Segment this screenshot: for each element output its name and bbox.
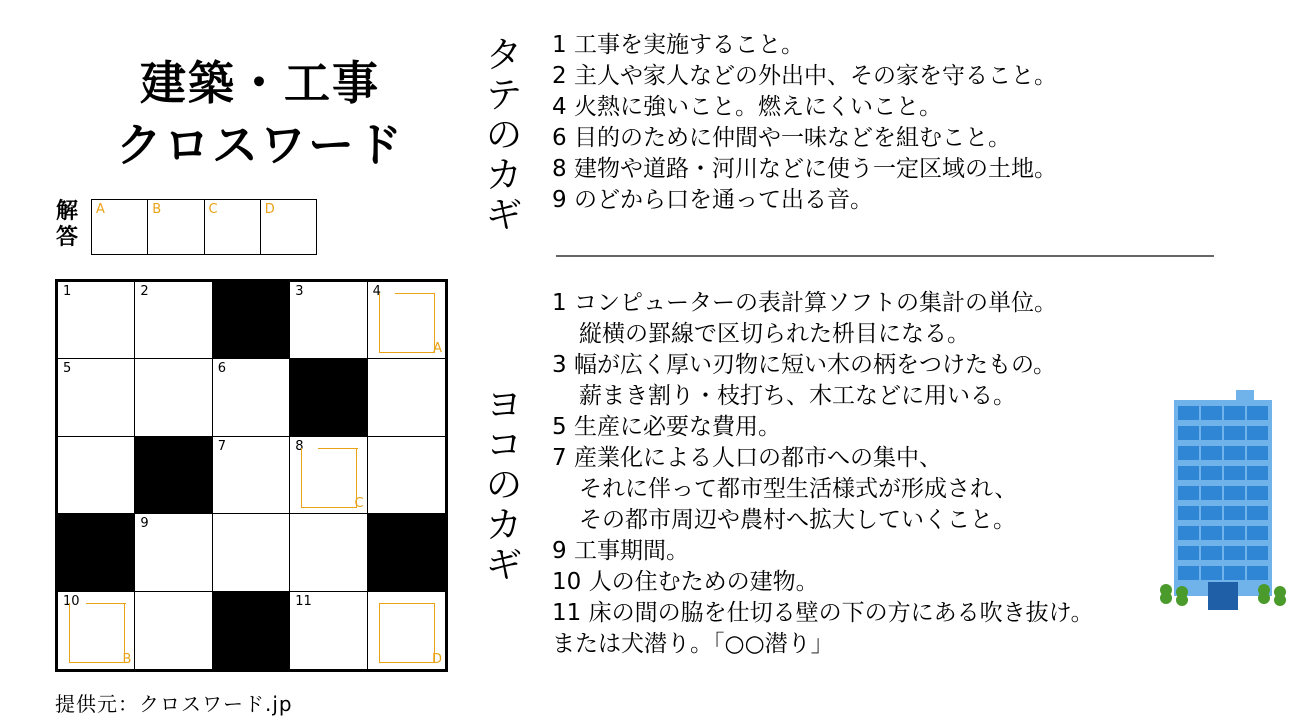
- clue-item: [552, 536, 1094, 567]
- building-window: [1224, 546, 1245, 560]
- clue-item: [552, 30, 1057, 61]
- building-window: [1178, 546, 1199, 560]
- building-roof-unit: [1236, 390, 1254, 400]
- clue-number: 2: [140, 284, 149, 299]
- crossword-grid: [55, 279, 448, 672]
- building-illustration: [1156, 386, 1290, 612]
- clue-item: [552, 567, 1094, 598]
- clue-text: 4 火熱に強いこと。燃えにくいこと。: [552, 94, 942, 120]
- clue-text: 7 産業化による人口の都市への集中、: [552, 445, 942, 471]
- answer-marker: [69, 603, 125, 663]
- grid-cell[interactable]: [135, 592, 212, 669]
- answer-marker: [379, 293, 435, 353]
- clue-item: [552, 629, 1094, 660]
- answer-label: [56, 199, 86, 251]
- clue-text: 10 人の住むための建物。: [552, 569, 819, 595]
- clue-item: [552, 350, 1094, 412]
- building-window: [1201, 446, 1222, 460]
- grid-cell[interactable]: [135, 282, 212, 359]
- grid-cell-black: [290, 359, 367, 436]
- answer-marker: [379, 603, 435, 663]
- grid-cell[interactable]: [290, 514, 367, 591]
- clue-item: [552, 598, 1094, 629]
- clue-text: 9 のどから口を通って出る音。: [552, 187, 873, 213]
- building-window: [1247, 546, 1268, 560]
- heading-char: ヨ: [485, 385, 522, 426]
- puzzle-title-line1: 建築・工事: [140, 56, 380, 110]
- grid-cell[interactable]: [213, 359, 290, 436]
- heading-char: テ: [485, 75, 522, 116]
- building-window: [1224, 526, 1245, 540]
- puzzle-title-line2: クロスワード: [116, 118, 404, 172]
- grid-cell[interactable]: [290, 592, 367, 669]
- clue-item: [552, 154, 1057, 185]
- clue-number: 11: [295, 593, 312, 609]
- building-window: [1201, 406, 1222, 420]
- clue-number: 4: [372, 284, 381, 299]
- credit-text: 提供元：クロスワード.jp: [55, 692, 293, 716]
- clue-text: 9 工事期間。: [552, 538, 689, 564]
- building-window: [1247, 466, 1268, 480]
- heading-char: の: [485, 115, 522, 156]
- building-window: [1247, 506, 1268, 520]
- clue-text: 2 主人や家人などの外出中、その家を守ること。: [552, 63, 1057, 89]
- building-window: [1178, 446, 1199, 460]
- building-window: [1201, 526, 1222, 540]
- tate-clues-heading: [484, 36, 524, 236]
- grid-cell[interactable]: [368, 359, 445, 436]
- answer-marker: [301, 448, 357, 508]
- building-window: [1201, 566, 1222, 580]
- building-door: [1208, 582, 1238, 610]
- answer-cell-c[interactable]: [204, 200, 260, 254]
- clue-text: 1 工事を実施すること。: [552, 32, 804, 58]
- answer-box: [91, 199, 317, 255]
- clue-continuation: 縦横の罫線で区切られた枡目になる。: [579, 321, 970, 347]
- grid-cell-black: [135, 437, 212, 514]
- building-window: [1224, 406, 1245, 420]
- heading-char: タ: [485, 35, 522, 76]
- clue-text: 6 目的のために仲間や一味などを組むこと。: [552, 125, 1011, 151]
- building-window: [1201, 426, 1222, 440]
- clue-number: 10: [63, 593, 80, 609]
- building-window: [1247, 406, 1268, 420]
- building-window: [1178, 526, 1199, 540]
- clue-item: [552, 92, 1057, 123]
- building-window: [1247, 566, 1268, 580]
- answer-cell-b[interactable]: [147, 200, 203, 254]
- clue-number: 7: [217, 438, 227, 454]
- clue-item: [552, 288, 1094, 350]
- clue-number: 9: [140, 516, 149, 532]
- clue-continuation: 薪まき割り・枝打ち、木工などに用いる。: [579, 383, 1016, 409]
- grid-cell-black: [213, 282, 290, 359]
- section-divider: [556, 255, 1214, 257]
- building-window: [1178, 566, 1199, 580]
- grid-cell[interactable]: [368, 592, 445, 669]
- heading-char: ギ: [485, 545, 522, 586]
- building-window: [1224, 446, 1245, 460]
- building-window: [1201, 486, 1222, 500]
- clue-number: 1: [63, 284, 72, 299]
- clue-number: 5: [63, 361, 72, 377]
- building-window: [1224, 486, 1245, 500]
- answer-cell-d[interactable]: [260, 200, 316, 254]
- building-window: [1178, 486, 1199, 500]
- grid-cell-black: [58, 514, 135, 591]
- building-window: [1178, 426, 1199, 440]
- tree-icon: [1258, 592, 1270, 604]
- tree-icon: [1274, 594, 1286, 606]
- building-window: [1224, 506, 1245, 520]
- clue-text: 11 床の間の脇を仕切る壁の下の方にある吹き抜け。: [552, 600, 1094, 626]
- tate-clue-list: [552, 30, 1057, 216]
- grid-cell[interactable]: [368, 282, 445, 359]
- grid-cell[interactable]: [135, 359, 212, 436]
- building-window: [1247, 526, 1268, 540]
- answer-marker-letter: D: [431, 652, 442, 667]
- building-window: [1247, 486, 1268, 500]
- tree-icon: [1176, 594, 1188, 606]
- answer-marker-letter: C: [354, 496, 364, 512]
- building-window: [1178, 406, 1199, 420]
- building-window: [1201, 506, 1222, 520]
- grid-cell[interactable]: [58, 359, 135, 436]
- tree-icon: [1160, 592, 1172, 604]
- clue-number: 6: [217, 361, 227, 377]
- answer-letter: D: [264, 202, 275, 217]
- building-window: [1224, 426, 1245, 440]
- clue-item: [552, 185, 1057, 216]
- clue-text: 5 生産に必要な費用。: [552, 414, 781, 440]
- grid-cell-black: [368, 514, 445, 591]
- clue-item: [552, 412, 1094, 443]
- answer-letter: C: [208, 202, 218, 217]
- clue-item: [552, 123, 1057, 154]
- answer-label-char: 解: [56, 199, 79, 224]
- answer-letter: B: [152, 202, 162, 217]
- yoko-clue-list: [552, 288, 1094, 660]
- clue-number: 8: [295, 438, 304, 454]
- clue-item: [552, 61, 1057, 92]
- heading-char: コ: [485, 425, 522, 466]
- building-window: [1178, 466, 1199, 480]
- clue-text: 8 建物や道路・河川などに使う一定区域の土地。: [552, 156, 1057, 182]
- answer-letter: A: [96, 202, 105, 217]
- building-window: [1201, 546, 1222, 560]
- building-window: [1224, 566, 1245, 580]
- grid-cell[interactable]: [213, 437, 290, 514]
- heading-char: カ: [485, 505, 522, 546]
- heading-char: カ: [485, 155, 522, 196]
- building-window: [1178, 506, 1199, 520]
- grid-cell-black: [213, 592, 290, 669]
- clue-text: 3 幅が広く厚い刃物に短い木の柄をつけたもの。: [552, 352, 1057, 378]
- clue-text: または犬潜り。「○○潜り」: [552, 631, 834, 657]
- clue-continuation: その都市周辺や農村へ拡大していくこと。: [579, 507, 1016, 533]
- clue-text: 1 コンピューターの表計算ソフトの集計の単位。: [552, 290, 1057, 316]
- grid-cell[interactable]: [58, 592, 135, 669]
- grid-cell[interactable]: [213, 514, 290, 591]
- grid-cell[interactable]: [58, 282, 135, 359]
- grid-cell[interactable]: [58, 437, 135, 514]
- building-window: [1201, 466, 1222, 480]
- answer-label-char: 答: [56, 225, 79, 250]
- grid-cell[interactable]: [135, 514, 212, 591]
- clue-item: [552, 443, 1094, 536]
- heading-char: ギ: [485, 195, 522, 236]
- answer-marker-letter: A: [433, 341, 442, 357]
- clue-number: 3: [295, 284, 304, 299]
- answer-cell-a[interactable]: [92, 200, 147, 254]
- grid-cell[interactable]: [290, 282, 367, 359]
- grid-cell[interactable]: [368, 437, 445, 514]
- answer-marker-letter: B: [122, 652, 132, 667]
- grid-cell[interactable]: [290, 437, 367, 514]
- heading-char: の: [485, 465, 522, 506]
- yoko-clues-heading: [484, 386, 524, 586]
- clue-continuation: それに伴って都市型生活様式が形成され、: [579, 476, 1018, 502]
- building-window: [1224, 466, 1245, 480]
- building-window: [1247, 446, 1268, 460]
- building-window: [1247, 426, 1268, 440]
